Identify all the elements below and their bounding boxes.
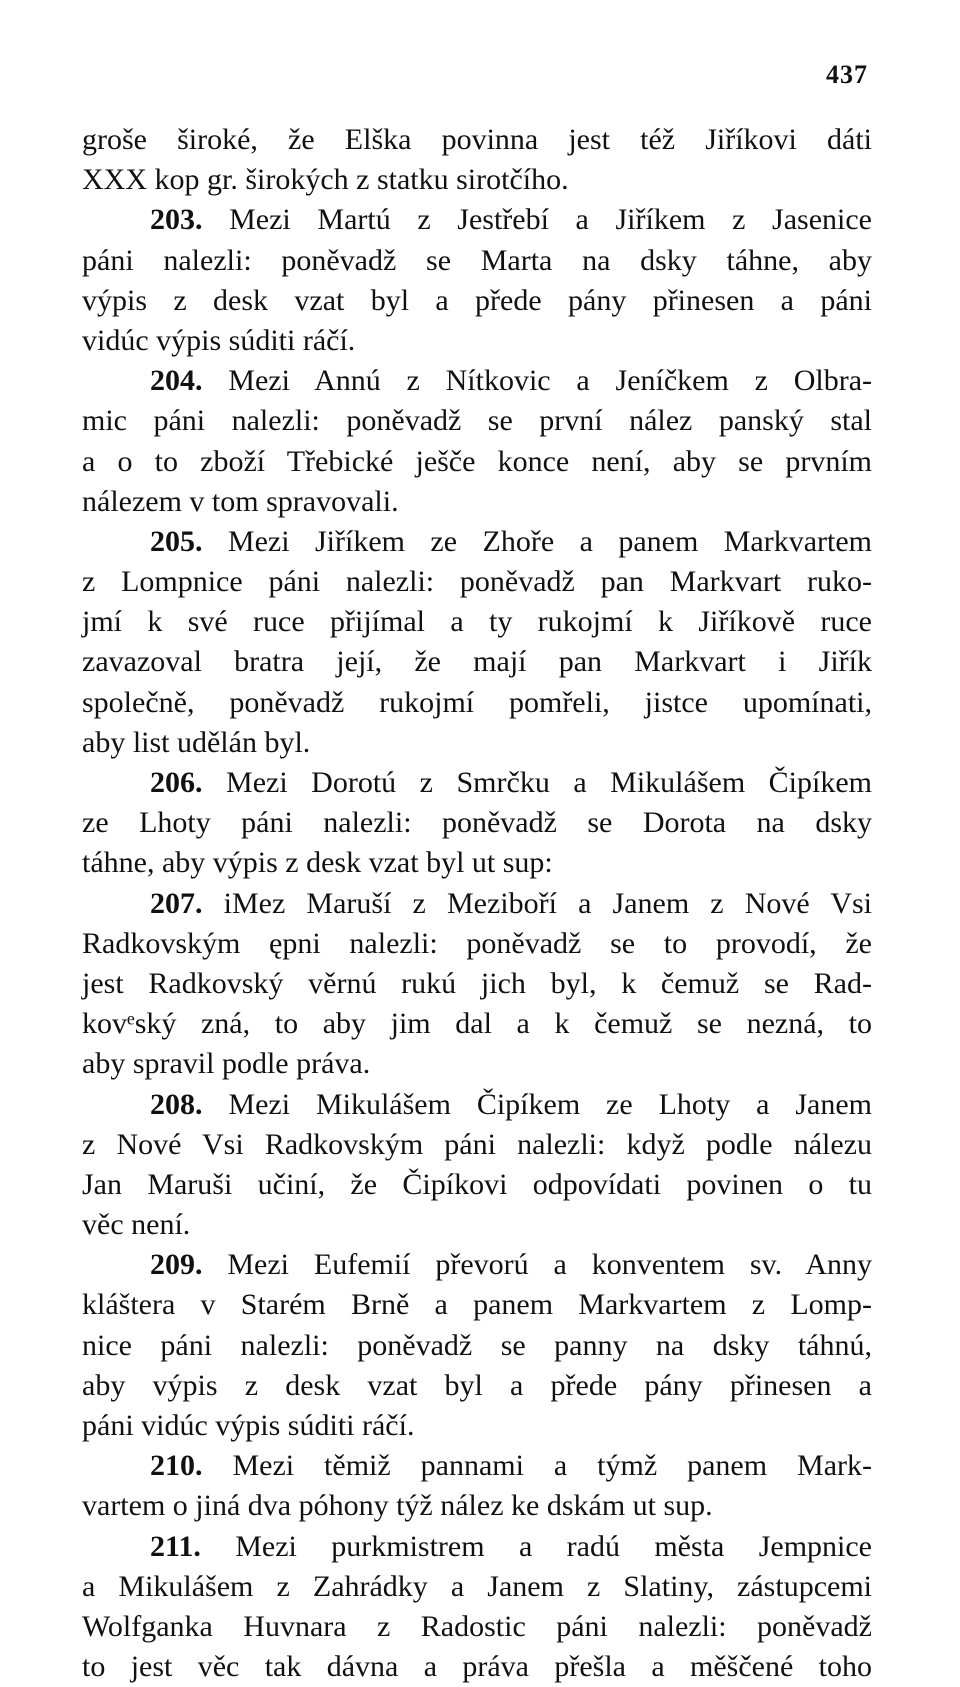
text-line <box>82 281 872 321</box>
body-text <box>82 120 872 1687</box>
text-line <box>82 1567 872 1607</box>
text-line <box>82 401 872 441</box>
line-text: aby spravil podle práva. <box>82 1047 371 1081</box>
text-line <box>82 1607 872 1647</box>
entry-first-line <box>82 200 872 240</box>
line-text: Mezi Mikulášem Čipíkem ze Lhoty a Janem <box>202 1087 872 1121</box>
line-text: Mezi purkmistrem a radú města Jempnice <box>200 1529 872 1563</box>
line-text: to jest věc tak dávna a práva přešla a měščené toho <box>82 1650 872 1684</box>
line-text: Wolfganka Huvnara z Radostic páni nalezli: poněvadž <box>82 1609 872 1643</box>
line-text: vartem o jiná dva póhony týž nález ke dskám ut sup. <box>82 1489 713 1523</box>
text-line <box>82 1125 872 1165</box>
line-text: kovᵉský zná, to aby jim dal a k čemuž se nezná, to <box>82 1007 872 1041</box>
entry-first-line <box>82 1085 872 1125</box>
text-line <box>82 442 872 482</box>
line-text: XXX kop gr. širokých z statku sirotčího. <box>82 163 569 197</box>
text-line <box>82 562 872 602</box>
line-text: nálezem v tom spravovali. <box>82 484 399 518</box>
page-number: 437 <box>826 60 868 89</box>
line-text: jest Radkovský věrnú rukú jich byl, k čemuž se Rad- <box>82 966 872 1000</box>
line-text: Mezi Dorotú z Smrčku a Mikulášem Čipíkem <box>202 766 872 799</box>
text-line <box>82 1044 872 1084</box>
line-text: z Lompnice páni nalezli: poněvadž pan Markvart ruko- <box>82 565 872 599</box>
text-line <box>82 843 872 883</box>
text-line <box>82 1285 872 1325</box>
entry-number: 204. <box>150 364 203 398</box>
entry-number: 210. <box>150 1449 203 1483</box>
line-text: Radkovským ępni nalezli: poněvadž se to provodí, že <box>82 926 872 960</box>
text-line <box>82 683 872 723</box>
entry-number: 203. <box>150 203 203 237</box>
entry-first-line <box>82 884 872 924</box>
line-text: ze Lhoty páni nalezli: poněvadž se Dorota na dsky <box>82 806 872 840</box>
line-text: zavazoval bratra její, že mají pan Markvart i Jiřík <box>82 645 872 679</box>
text-line <box>82 482 872 522</box>
line-text: Jan Maruši učiní, že Čipíkovi odpovídati povinen o tu <box>82 1167 872 1201</box>
text-line <box>82 924 872 964</box>
entry-number: 206. <box>150 766 203 799</box>
entry-first-line <box>82 1245 872 1285</box>
text-line <box>82 964 872 1004</box>
text-line <box>82 1406 872 1446</box>
line-text: nice páni nalezli: poněvadž se panny na dsky táhnú, <box>82 1328 872 1362</box>
text-line <box>82 602 872 642</box>
line-text: Mezi Eufemií převorú a konventem sv. Anny <box>202 1248 872 1282</box>
line-text: věc není. <box>82 1208 191 1242</box>
line-text: výpis z desk vzat byl a přede pány přinesen a páni <box>82 283 872 317</box>
text-line <box>82 1486 872 1526</box>
text-line <box>82 803 872 843</box>
line-text: aby výpis z desk vzat byl a přede pány přinesen a <box>82 1368 872 1402</box>
text-line <box>82 1165 872 1205</box>
text-line <box>82 1366 872 1406</box>
entry-number: 207. <box>150 886 203 920</box>
text-line <box>82 1205 872 1245</box>
text-line <box>82 642 872 682</box>
entry-number: 205. <box>150 524 203 558</box>
line-text: táhne, aby výpis z desk vzat byl ut sup: <box>82 846 553 880</box>
line-text: jmí k své ruce přijímal a ty rukojmí k Jiříkově ruce <box>82 605 872 639</box>
line-text: Mezi Annú z Nítkovic a Jeníčkem z Olbra- <box>202 364 872 398</box>
line-text: groše široké, že Elška povinna jest též Jiříkovi dáti <box>82 123 872 156</box>
line-text: z Nové Vsi Radkovským páni nalezli: když podle nálezu <box>82 1127 872 1161</box>
line-text: páni vidúc výpis súditi ráčí. <box>82 1409 415 1442</box>
text-line <box>82 1647 872 1687</box>
text-line <box>82 241 872 281</box>
text-line <box>82 160 872 200</box>
text-line <box>82 723 872 763</box>
line-text: vidúc výpis súditi ráčí. <box>82 323 356 357</box>
line-text: mic páni nalezli: poněvadž se první nález panský stal <box>82 404 872 438</box>
text-line <box>82 1004 872 1044</box>
entry-number: 211. <box>150 1529 201 1563</box>
line-text: a Mikulášem z Zahrádky a Janem z Slatiny, zástupcemi <box>82 1569 872 1603</box>
entry-first-line <box>82 522 872 562</box>
text-line <box>82 1326 872 1366</box>
entry-number: 208. <box>150 1087 203 1121</box>
entry-first-line <box>82 763 872 803</box>
line-text: kláštera v Starém Brně a panem Markvartem z Lomp- <box>82 1288 872 1322</box>
line-text: Mezi Jiříkem ze Zhoře a panem Markvartem <box>202 524 872 558</box>
line-text: páni nalezli: poněvadž se Marta na dsky táhne, aby <box>82 243 872 277</box>
line-text: iMez Maruší z Meziboří a Janem z Nové Vsi <box>202 886 872 920</box>
entry-number: 209. <box>150 1248 203 1282</box>
line-text: aby list udělán byl. <box>82 725 311 759</box>
text-line <box>82 321 872 361</box>
line-text: Mezi těmiž pannami a týmž panem Mark- <box>202 1449 872 1483</box>
line-text: a o to zboží Třebické ješče konce není, aby se prvním <box>82 444 872 478</box>
line-text: společně, poněvadž rukojmí pomřeli, jistce upomínati, <box>82 685 872 719</box>
entry-first-line <box>82 1527 872 1567</box>
text-line <box>82 120 872 160</box>
line-text: Mezi Martú z Jestřebí a Jiříkem z Jasenice <box>202 203 872 237</box>
entry-first-line <box>82 1446 872 1486</box>
entry-first-line <box>82 361 872 401</box>
